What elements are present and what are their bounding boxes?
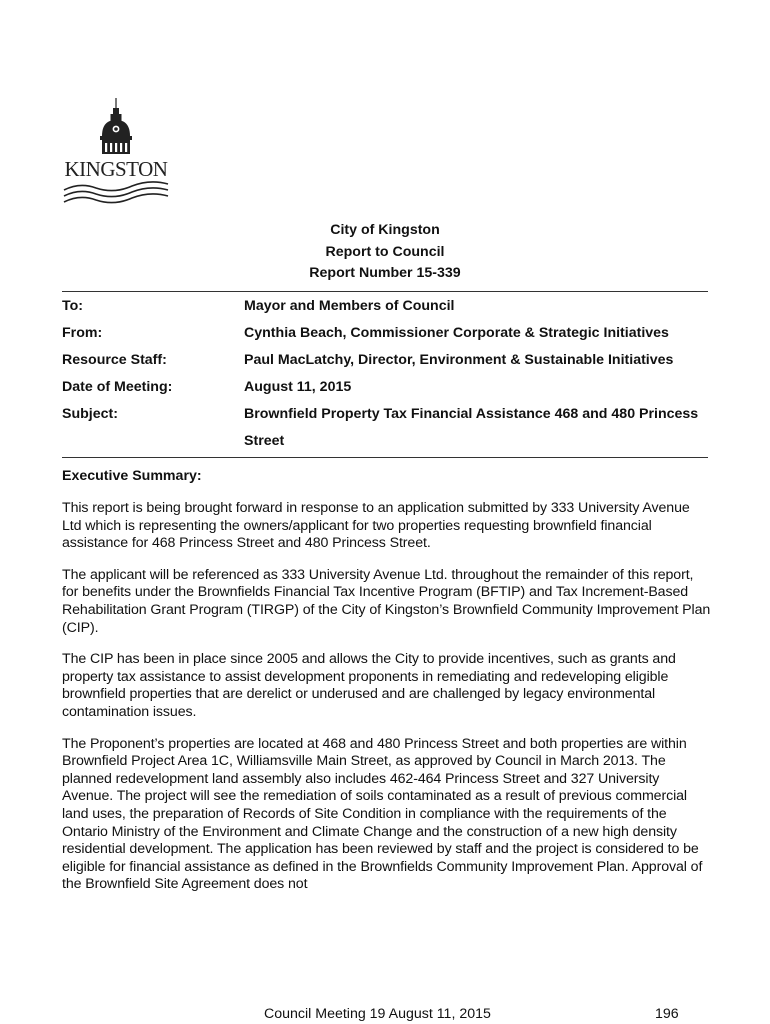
footer-page-number: 196 — [655, 1006, 679, 1022]
report-type: Report to Council — [325, 243, 445, 260]
city-hall-dome-icon — [58, 96, 174, 208]
executive-summary-body — [62, 500, 712, 908]
section-heading: Executive Summary: — [62, 468, 202, 484]
paragraph: This report is being brought forward in response to an application submitted by 333 University Avenue Ltd which is representing the owners/applicant for two properties requesting brownfield financial assistance for 468 Princess Street and 480 Princess Street. — [62, 500, 690, 552]
meta-row-subject — [62, 403, 722, 457]
footer-meeting: Council Meeting 19 August 11, 2015 — [264, 1006, 491, 1022]
paragraph: The Proponent’s properties are located at 468 and 480 Princess Street and both properties are within Brownfield Project Area 1C, Williamsville Main Street, as approved by Council in March 2013. The planned redevelopment land assembly also includes 462-464 Princess Street and 327 University Avenue. The project will see the remediation of soils contaminated as a result of previous commercial land uses, the preparation of Records of Site Condition in compliance with the requirements of the Ontario Ministry of the Environment and Climate Change and the construction of a new high density residential development. The application has been reviewed by staff and the project is considered to be eligible for financial assistance as defined in the Brownfields Community Improvement Plan. Approval of the Brownfield Site Agreement does not — [62, 735, 703, 893]
svg-text:KINGSTON: KINGSTON — [64, 157, 168, 181]
meta-label: Resource Staff: — [62, 352, 167, 368]
meta-value: Paul MacLatchy, Director, Environment & Sustainable Initiatives — [244, 351, 674, 368]
meta-row-to — [62, 295, 722, 322]
meta-label: To: — [62, 298, 84, 314]
meta-label: From: — [62, 325, 103, 341]
meta-row-resource-staff — [62, 349, 722, 376]
report-number: Report Number 15-339 — [309, 265, 461, 281]
meta-value: Mayor and Members of Council — [244, 297, 455, 314]
paragraph: The applicant will be referenced as 333 University Avenue Ltd. throughout the remainder of this report, for benefits under the Brownfields Financial Tax Incentive Program (BFTIP) and Tax Increment-Based Rehabilitation Grant Program (TIRGP) of the City of Kingston’s Brownfield Community Improvement Plan (CIP). — [62, 566, 711, 636]
meta-value: August 11, 2015 — [244, 378, 352, 395]
meta-value: Brownfield Property Tax Financial Assistance 468 and 480 Princess Street — [244, 405, 699, 449]
meta-value: Cynthia Beach, Commissioner Corporate & Strategic Initiatives — [244, 324, 669, 341]
paragraph: The CIP has been in place since 2005 and allows the City to provide incentives, such as grants and property tax assistance to assist development proponents in remediating and redeveloping eligible brownfield properties that are derelict or underused and are challenged by legacy environmental contamination issues. — [62, 651, 676, 720]
metadata-divider — [62, 457, 708, 458]
report-metadata — [62, 295, 722, 457]
meta-label: Subject: — [62, 406, 118, 422]
meta-row-date — [62, 376, 722, 403]
city-of-kingston-logo — [58, 96, 174, 208]
report-header — [0, 220, 770, 285]
meta-label: Date of Meeting: — [62, 379, 173, 395]
report-city: City of Kingston — [330, 222, 440, 238]
meta-row-from — [62, 322, 722, 349]
